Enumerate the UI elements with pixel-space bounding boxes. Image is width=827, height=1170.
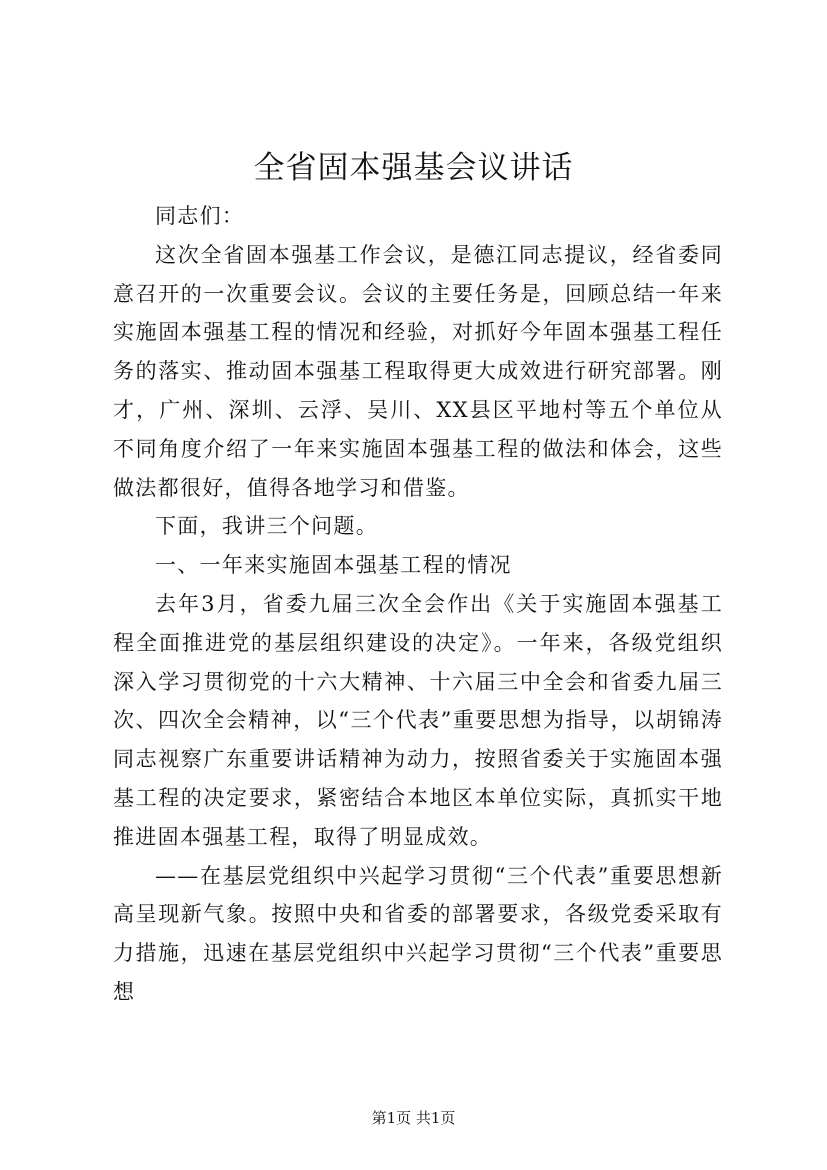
paragraph-study: ——在基层党组织中兴起学习贯彻“三个代表”重要思想新高呈现新气象。按照中央和省委的部署要求，各级党委采取有力措施，迅速在基层党组织中兴起学习贯彻“三个代表”重要思想 (113, 863, 723, 1004)
section-heading-1: 一、一年来实施固本强基工程的情况 (155, 553, 512, 578)
page-footer: 第1页 共1页 (371, 1109, 456, 1127)
salutation: 同志们： (155, 204, 245, 228)
paragraph-decision: 去年3月，省委九届三次全会作出《关于实施固本强基工程全面推进党的基层组织建设的决定》。一年来，各级党组织深入学习贯彻党的十六大精神、十六届三中全会和省委九届三次、四次全会精神，以“三个代表”重要思想为指导，以胡锦涛同志视察广东重要讲话精神为动力，按照省委关于实施固本强基工程的决定要求，紧密结合本地区本单位实际，真抓实干地推进固本强基工程，取得了明显成效。 (113, 591, 723, 849)
paragraph-intro: 这次全省固本强基工作会议，是德江同志提议，经省委同意召开的一次重要会议。会议的主要任务是，回顾总结一年来实施固本强基工程的情况和经验，对抓好今年固本强基工程任务的落实、推动固本强基工程取得更大成效进行研究部署。刚才，广州、深圳、云浮、吴川、XX县区平地村等五个单位从不同角度介绍了一年来实施固本强基工程的做法和体会，这些做法都很好，值得各地学习和借鉴。 (113, 242, 723, 500)
paragraph-outline: 下面，我讲三个问题。 (155, 514, 378, 539)
document-body (113, 197, 723, 1012)
document-title: 全省固本强基会议讲话 (253, 150, 574, 186)
